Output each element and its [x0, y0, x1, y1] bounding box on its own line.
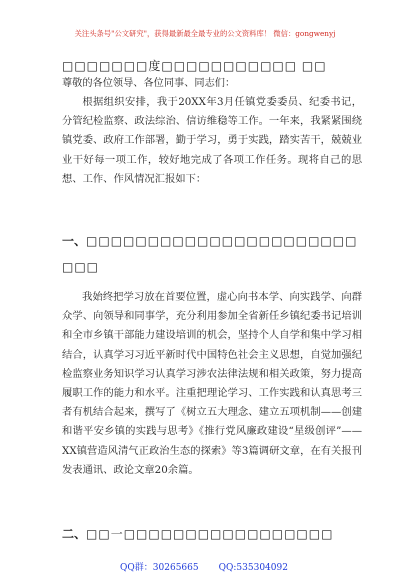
study-paragraph: [62, 288, 362, 480]
header-promo-note: 关注头条号"公文研究"，获得最新最全最专业的公文资料库！ 微信：gongwenyj: [74, 29, 336, 38]
intro-paragraph: [62, 93, 362, 189]
footer-qq-group: QQ群：30265665: [120, 563, 199, 573]
footer-contact: [0, 562, 408, 574]
document-title: □□□□□□□度□□□□□□□□□□□ □□: [62, 59, 327, 73]
study-paragraph-text: 我始终把学习放在首要位置，虚心向书本学、向实践学、向群众学、向领导和同事学，充分利用参加全省新任乡镇纪委书记培训和全市乡镇干部能力建设培训的机会，坚持个人自学和集中学习相结合，认真学习习近平新时代中国特色社会主义思想，自觉加强纪检监察业务知识学习认真学习涉农法律法规和相关政策，努力提高履职工作的能力和水平。注重把理论学习、工作实践和认真思考三者有机结合起来，撰写了《树立五大理念、建立五项机制——创建和谐平安乡镇的实践与思考》《推行党风廉政建设“星级创评”——XX镇营造风清气正政治生态的探索》等3篇调研文章，在有关报刊发表通讯、政论文章20余篇。: [62, 291, 362, 476]
section-heading-2-number: 二、: [62, 527, 87, 541]
section-heading-1-title: □□□□□□□□□□□□□□□□□□□□□□□□□: [62, 234, 358, 274]
section-heading-1: [62, 228, 362, 280]
section-heading-1-number: 一、: [62, 234, 87, 248]
section-heading-2-title: □□一□□□□□□□□□□□□□□□□□: [86, 527, 334, 541]
salutation: 尊敬的各位领导、各位同事、同志们：: [62, 78, 236, 89]
footer-qq: QQ:535304092: [218, 563, 288, 573]
section-heading-2: [62, 521, 362, 547]
intro-paragraph-text: 根据组织安排，我于20XX年3月任镇党委委员、纪委书记，分管纪检监察、政法综治、信访维稳等工作。一年来，我紧紧围绕镇党委、政府工作部署，勤于学习，勇于实践，踏实苦干，兢兢业业干好每一项工作，较好地完成了各项工作任务。现将自己的思想、工作、作风情况汇报如下：: [62, 96, 362, 185]
